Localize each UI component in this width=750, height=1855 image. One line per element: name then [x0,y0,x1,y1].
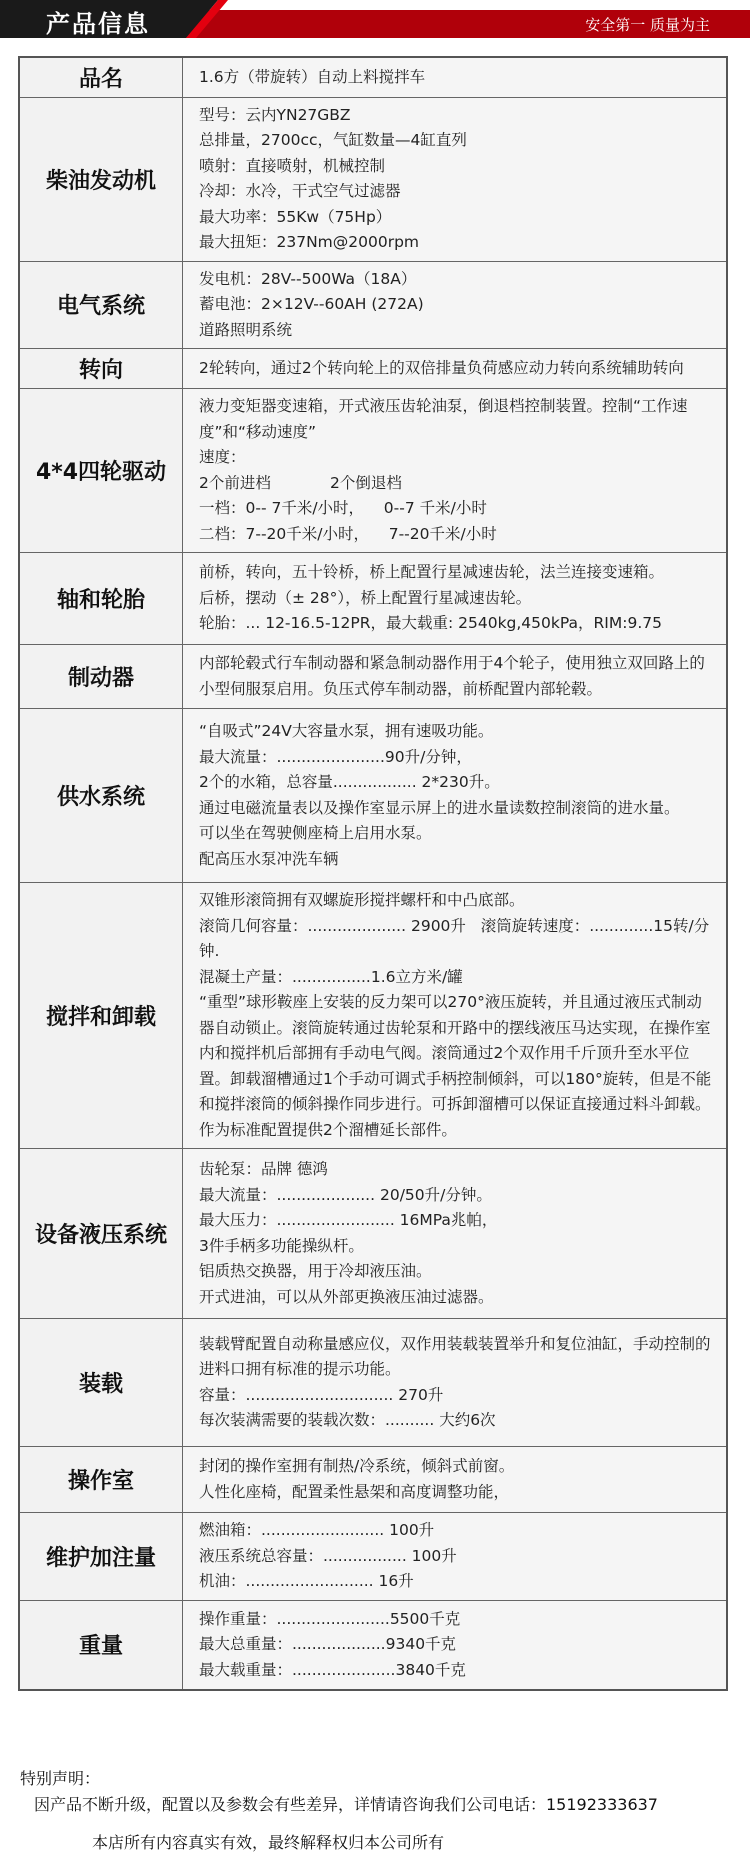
spec-name: 电气系统 [19,261,183,349]
spec-value [183,261,728,349]
section-title: 产品信息 [46,10,150,38]
spec-line: 最大扭矩：237Nm@2000rpm [199,233,420,251]
spec-row [19,709,727,883]
spec-line: 每次装满需要的装载次数：.......... 大约6次 [199,1411,496,1429]
spec-line: 二档：7--20千米/小时， 7--20千米/小时 [199,524,497,543]
spec-row [19,553,727,645]
spec-value [183,1447,728,1513]
spec-line: 通过电磁流量表以及操作室显示屏上的进水量读数控制滚筒的进水量。 [199,798,680,817]
spec-name: 制动器 [19,645,183,709]
spec-line: 封闭的操作室拥有制热/冷系统，倾斜式前窗。 [199,1457,515,1475]
spec-value [183,645,728,709]
spec-line: 滚筒几何容量：.................... 2900升 滚筒旋转速度：.............15转/分钟. [199,916,710,960]
spec-row [19,389,727,553]
spec-line: “自吸式”24V大容量水泵，拥有速吸功能。 [199,722,494,740]
spec-line: 速度： [199,448,246,466]
spec-line: 轮胎：... 12-16.5-12PR，最大载重: 2540kg,450kPa，RIM:9.75 [199,614,662,633]
spec-line: 型号：云内YN27GBZ [199,105,351,124]
spec-line: 铝质热交换器，用于冷却液压油。 [199,1262,432,1280]
spec-value [183,883,728,1149]
spec-name: 品名 [19,57,183,97]
spec-row [19,1600,727,1690]
spec-name: 4*4四轮驱动 [19,389,183,553]
spec-line: 一档：0-- 7千米/小时， 0--7 千米/小时 [199,499,487,517]
spec-line: 2个的水箱，总容量................. 2*230升。 [199,773,500,791]
spec-name: 设备液压系统 [19,1149,183,1319]
spec-row [19,883,727,1149]
spec-line: 冷却：水冷，干式空气过滤器 [199,182,401,200]
spec-value [183,553,728,645]
spec-line: 可以坐在驾驶侧座椅上启用水泵。 [199,824,432,842]
spec-line: 装载臂配置自动称量感应仪，双作用装载装置举升和复位油缸，手动控制的进料口拥有标准的提示功能。 [199,1334,711,1378]
spec-line: 发电机：28V--500Wa（18A） [199,269,417,288]
spec-line: 前桥，转向，五十铃桥，桥上配置行星减速齿轮，法兰连接变速箱。 [199,563,665,582]
spec-row [19,1513,727,1601]
spec-line: 最大总重量：...................9340千克 [199,1635,457,1653]
spec-line: 开式进油，可以从外部更换液压油过滤器。 [199,1287,494,1306]
notice-body: 因产品不断升级，配置以及参数会有些差异，详情请咨询我们公司电话：15192333637 [34,1795,658,1814]
spec-line: 齿轮泵：品牌 德鸿 [199,1160,328,1178]
spec-line: 液力变矩器变速箱，开式液压齿轮油泵，倒退档控制装置。控制“工作速度”和“移动速度” [199,397,688,441]
spec-value [183,1149,728,1319]
spec-row [19,349,727,389]
spec-line: 1.6方（带旋转）自动上料搅拌车 [199,67,426,86]
spec-row [19,1149,727,1319]
spec-name: 装载 [19,1319,183,1447]
spec-name: 重量 [19,1600,183,1690]
spec-value [183,349,728,389]
spec-name: 转向 [19,349,183,389]
spec-value [183,97,728,261]
spec-line: 喷射：直接喷射，机械控制 [199,156,386,175]
spec-line: 液压系统总容量：................. 100升 [199,1546,457,1565]
spec-line: “重型”球形鞍座上安装的反力架可以270°液压旋转，并且通过液压式制动器自动锁止。滚筒旋转通过齿轮泵和开路中的摆线液压马达实现，在操作室内和搅拌机后部拥有手动电气阀。滚筒通过2个双作用千斤顶升至水平位置。卸载溜槽通过1个手动可调式手柄控制倾斜，可以180°旋转，但是不能和搅拌滚筒的倾斜操作同步进行。可拆卸溜槽可以保证直接通过料斗卸载。作为标准配置提供2个溜槽延长部件。 [199,993,712,1139]
section-header [0,0,750,40]
spec-row [19,57,727,97]
spec-line: 人性化座椅，配置柔性悬架和高度调整功能， [199,1482,510,1501]
spec-line: 最大功率：55Kw（75Hp） [199,207,392,226]
spec-value [183,1319,728,1447]
spec-line: 内部轮毂式行车制动器和紧急制动器作用于4个轮子，使用独立双回路上的小型伺服泵启用。负压式停车制动器，前桥配置内部轮毂。 [199,654,705,698]
spec-value [183,1600,728,1690]
notice-title: 特别声明： [20,1769,101,1788]
spec-line: 燃油箱：......................... 100升 [199,1521,435,1539]
spec-line: 道路照明系统 [199,320,293,339]
spec-line: 蓄电池：2×12V--60AH (272A) [199,295,424,313]
spec-line: 总排量，2700cc，气缸数量—4缸直列 [199,131,467,149]
copyright-text: 本店所有内容真实有效，最终解释权归本公司所有 [92,1833,445,1852]
spec-name: 搅拌和卸载 [19,883,183,1149]
spec-name: 柴油发动机 [19,97,183,261]
header-slogan: 安全第一 质量为主 [585,16,710,34]
spec-value [183,57,728,97]
spec-row [19,97,727,261]
spec-line: 机油：.......................... 16升 [199,1572,414,1590]
spec-row [19,261,727,349]
spec-line: 容量：.............................. 270升 [199,1385,444,1404]
spec-name: 操作室 [19,1447,183,1513]
spec-line: 2轮转向，通过2个转向轮上的双倍排量负荷感应动力转向系统辅助转向 [199,358,684,377]
spec-row [19,645,727,709]
spec-line: 操作重量：.......................5500千克 [199,1609,461,1628]
spec-line: 配高压水泵冲洗车辆 [199,849,339,868]
spec-line: 双锥形滚筒拥有双螺旋形搅拌螺杆和中凸底部。 [199,891,525,909]
spec-table [18,56,728,1691]
spec-name: 维护加注量 [19,1513,183,1601]
spec-line: 2个前进档 2个倒退档 [199,473,402,492]
spec-value [183,709,728,883]
spec-line: 最大压力：........................ 16MPa兆帕， [199,1211,498,1229]
spec-name: 供水系统 [19,709,183,883]
spec-row [19,1319,727,1447]
spec-line: 后桥，摆动（± 28°），桥上配置行星减速齿轮。 [199,588,532,607]
spec-value [183,389,728,553]
spec-name: 轴和轮胎 [19,553,183,645]
spec-row [19,1447,727,1513]
spec-line: 混凝土产量：................1.6立方米/罐 [199,967,463,986]
spec-line: 最大流量：.................... 20/50升/分钟。 [199,1185,492,1204]
spec-line: 最大流量：......................90升/分钟， [199,747,472,766]
spec-line: 3件手柄多功能操纵杆。 [199,1236,364,1255]
spec-line: 最大载重量：.....................3840千克 [199,1660,466,1679]
spec-value [183,1513,728,1601]
